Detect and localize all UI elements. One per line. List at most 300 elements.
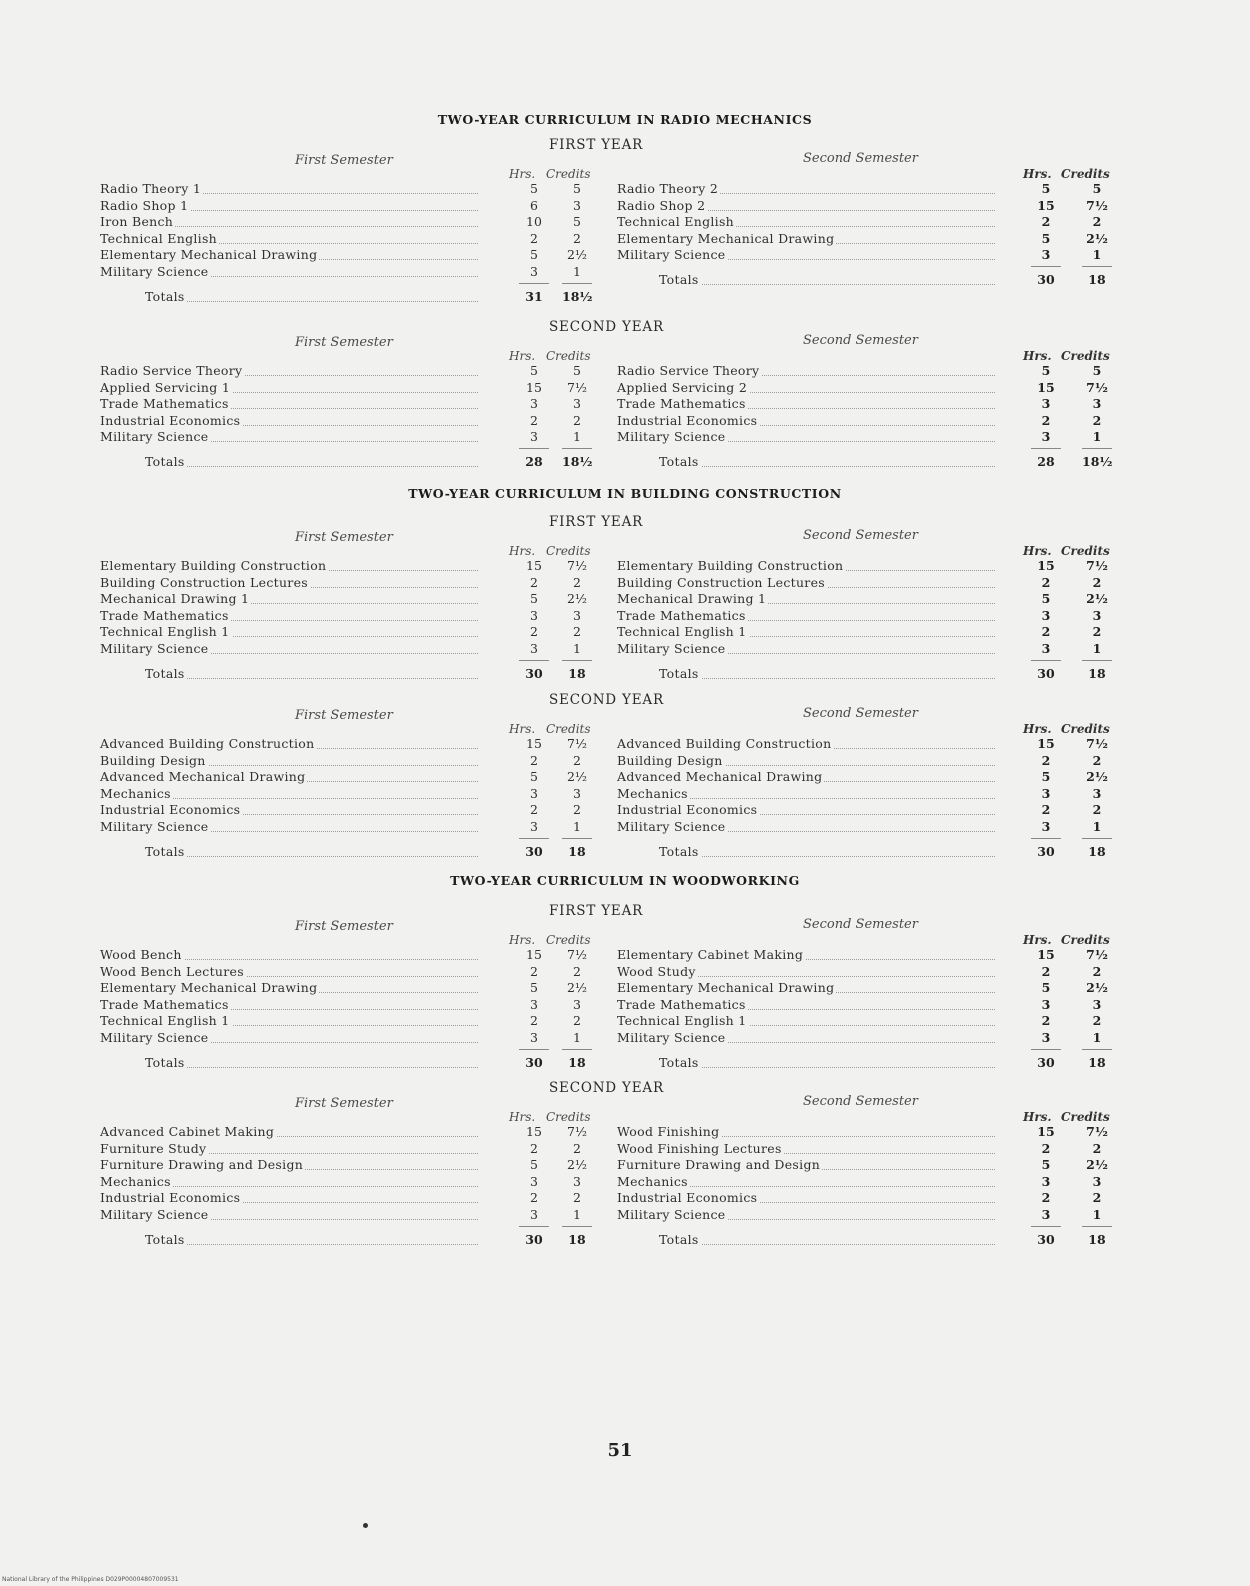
- dot-leader: [659, 678, 995, 679]
- course-hours: 2: [530, 1140, 538, 1156]
- course-name: Radio Theory 2: [617, 181, 719, 196]
- course-name: Elementary Building Construction: [100, 558, 327, 573]
- totals-hours: 30: [525, 843, 543, 859]
- course-name: Trade Mathematics: [617, 996, 746, 1012]
- course-name: Applied Servicing 2: [617, 379, 748, 395]
- course-hours: 10: [526, 214, 542, 230]
- course-hours: 3: [1041, 1207, 1051, 1222]
- course-name: Technical English 1: [617, 1013, 747, 1029]
- course-name: Mechanical Drawing 1: [100, 591, 250, 607]
- totals-rule: [1082, 1049, 1112, 1050]
- course-hours: 3: [1041, 1030, 1051, 1045]
- curriculum-title: TWO-YEAR CURRICULUM IN RADIO MECHANICS: [437, 112, 813, 127]
- totals-credits: 18: [1088, 1054, 1106, 1070]
- totals-row: [145, 844, 592, 861]
- course-hours: 3: [530, 996, 538, 1012]
- course-hours: 2: [530, 1190, 538, 1206]
- totals-hours: 30: [1037, 665, 1055, 681]
- course-name: Wood Bench Lectures: [100, 963, 244, 979]
- course-row: [617, 1174, 1112, 1191]
- course-hours: 5: [1041, 769, 1051, 785]
- totals-hours: 30: [525, 665, 543, 681]
- course-hours: 15: [1037, 947, 1055, 962]
- course-name: Military Science: [100, 641, 209, 656]
- course-hours: 15: [526, 1124, 542, 1139]
- course-credits: 7½: [1086, 379, 1108, 395]
- course-hours: 3: [530, 607, 538, 623]
- course-name: Military Science: [617, 429, 726, 445]
- totals-credits: 18: [1088, 272, 1106, 287]
- course-name: Industrial Economics: [617, 802, 758, 818]
- course-name: Mechanical Drawing 1: [617, 591, 767, 607]
- course-credits: 2: [1092, 214, 1102, 230]
- totals-rule: [519, 283, 549, 284]
- totals-row: [659, 272, 1112, 289]
- course-name: Trade Mathematics: [100, 396, 229, 412]
- totals-credits: 18: [568, 1054, 586, 1070]
- course-credits: 3: [573, 785, 581, 801]
- course-name: Furniture Drawing and Design: [100, 1157, 304, 1173]
- column-header-hrs: Hrs.: [509, 722, 536, 736]
- footer-note: National Library of the Philippines D029P00004807009531: [2, 1576, 179, 1583]
- course-hours: 5: [530, 769, 538, 785]
- course-credits: 2: [1092, 1190, 1102, 1206]
- course-hours: 2: [530, 624, 538, 640]
- course-credits: 2½: [566, 769, 588, 785]
- course-credits: 7½: [1086, 947, 1108, 962]
- course-credits: 7½: [1086, 736, 1108, 751]
- course-credits: 1: [573, 429, 581, 445]
- course-row: [617, 1013, 1112, 1030]
- course-name: Military Science: [100, 1207, 209, 1222]
- totals-rule: [562, 1226, 592, 1227]
- totals-label: Totals: [659, 1231, 699, 1247]
- totals-credits: 18½: [562, 288, 593, 304]
- course-credits: 1: [573, 1030, 581, 1045]
- course-credits: 5: [573, 181, 581, 196]
- course-name: Advanced Building Construction: [617, 736, 832, 751]
- course-hours: 2: [530, 230, 538, 246]
- second-semester-heading: Second Semester: [803, 528, 918, 543]
- course-row: [100, 964, 592, 981]
- course-row: [100, 264, 592, 281]
- course-hours: 5: [1041, 230, 1051, 246]
- totals-hours: 30: [1037, 843, 1055, 859]
- course-hours: 15: [1037, 379, 1055, 395]
- course-row: [617, 429, 1112, 446]
- course-hours: 3: [1041, 1173, 1051, 1189]
- course-hours: 5: [530, 181, 538, 196]
- totals-row: [659, 1055, 1112, 1072]
- course-name: Furniture Study: [100, 1140, 207, 1156]
- second-semester-heading: Second Semester: [803, 333, 918, 348]
- course-credits: 2½: [566, 591, 588, 607]
- course-hours: 5: [530, 363, 538, 378]
- second-semester-heading: Second Semester: [803, 151, 918, 166]
- course-row: [100, 1174, 592, 1191]
- course-credits: 7½: [1086, 558, 1108, 573]
- totals-row: [145, 666, 592, 683]
- course-row: [617, 1141, 1112, 1158]
- year-title: SECOND YEAR: [549, 692, 664, 708]
- curriculum-title: TWO-YEAR CURRICULUM IN WOODWORKING: [450, 873, 800, 888]
- course-row: [100, 736, 592, 753]
- totals-hours: 28: [1037, 454, 1055, 469]
- course-credits: 5: [1092, 181, 1102, 196]
- totals-hours: 30: [525, 1054, 543, 1070]
- course-hours: 3: [530, 1173, 538, 1189]
- course-hours: 2: [1041, 1140, 1051, 1156]
- course-hours: 15: [1037, 558, 1055, 573]
- totals-hours: 30: [1037, 1054, 1055, 1070]
- totals-rule: [519, 660, 549, 661]
- course-row: [617, 1157, 1112, 1174]
- course-hours: 2: [530, 752, 538, 768]
- course-hours: 2: [1041, 412, 1051, 428]
- dot-leader: [659, 284, 995, 285]
- course-row: [100, 558, 592, 575]
- course-row: [617, 608, 1112, 625]
- first-semester-heading: First Semester: [295, 530, 393, 545]
- course-row: [617, 413, 1112, 430]
- course-credits: 7½: [566, 1124, 588, 1139]
- course-row: [617, 802, 1112, 819]
- column-header-hrs: Hrs.: [509, 544, 536, 558]
- course-hours: 3: [530, 785, 538, 801]
- course-row: [617, 624, 1112, 641]
- column-header-credits: Credits: [546, 544, 591, 558]
- course-credits: 2: [573, 412, 581, 428]
- course-name: Industrial Economics: [100, 412, 241, 428]
- totals-rule: [1031, 448, 1061, 449]
- course-hours: 15: [526, 379, 542, 395]
- totals-rule: [1082, 660, 1112, 661]
- course-hours: 2: [1041, 1013, 1051, 1029]
- course-name: Furniture Drawing and Design: [617, 1157, 821, 1173]
- course-credits: 7½: [1086, 1124, 1108, 1139]
- column-header-credits: Credits: [1061, 1110, 1110, 1124]
- course-row: [617, 247, 1112, 264]
- course-row: [100, 247, 592, 264]
- course-name: Elementary Building Construction: [617, 558, 844, 573]
- totals-rule: [562, 283, 592, 284]
- curriculum-title: TWO-YEAR CURRICULUM IN BUILDING CONSTRUCTION: [408, 486, 842, 501]
- course-name: Technical English 1: [100, 624, 230, 640]
- course-credits: 2½: [566, 247, 588, 263]
- course-credits: 7½: [566, 379, 588, 395]
- totals-rule: [562, 660, 592, 661]
- course-row: [100, 396, 592, 413]
- dot-leader: [145, 1067, 478, 1068]
- course-credits: 2: [1092, 574, 1102, 590]
- course-credits: 1: [573, 819, 581, 834]
- totals-label: Totals: [659, 1054, 699, 1070]
- course-hours: 5: [530, 980, 538, 996]
- course-name: Military Science: [617, 1030, 726, 1045]
- course-hours: 2: [530, 574, 538, 590]
- course-name: Trade Mathematics: [100, 996, 229, 1012]
- course-row: [617, 980, 1112, 997]
- column-header-hrs: Hrs.: [1023, 933, 1052, 947]
- course-hours: 3: [530, 264, 538, 279]
- course-name: Advanced Building Construction: [100, 736, 315, 751]
- course-credits: 3: [1092, 785, 1102, 801]
- course-row: [617, 947, 1112, 964]
- year-title: SECOND YEAR: [549, 1080, 664, 1096]
- course-hours: 3: [1041, 396, 1051, 412]
- totals-label: Totals: [659, 843, 699, 859]
- totals-credits: 18: [568, 665, 586, 681]
- course-name: Elementary Mechanical Drawing: [100, 247, 318, 263]
- course-credits: 5: [1092, 363, 1102, 378]
- column-header-hrs: Hrs.: [1023, 167, 1052, 181]
- course-hours: 15: [1037, 197, 1055, 213]
- totals-credits: 18: [1088, 665, 1106, 681]
- course-credits: 3: [1092, 607, 1102, 623]
- course-name: Military Science: [100, 264, 209, 279]
- course-credits: 3: [1092, 1173, 1102, 1189]
- course-credits: 1: [573, 641, 581, 656]
- dot-leader: [145, 466, 478, 467]
- course-credits: 2½: [1086, 230, 1108, 246]
- totals-credits: 18½: [562, 454, 593, 469]
- totals-rule: [1031, 1226, 1061, 1227]
- course-row: [617, 736, 1112, 753]
- column-header-credits: Credits: [546, 1110, 591, 1124]
- course-hours: 15: [1037, 736, 1055, 751]
- totals-rule: [1082, 1226, 1112, 1227]
- year-title: FIRST YEAR: [549, 903, 644, 919]
- course-credits: 2: [573, 1013, 581, 1029]
- totals-rule: [1031, 1049, 1061, 1050]
- course-row: [100, 198, 592, 215]
- course-row: [100, 786, 592, 803]
- course-credits: 2: [1092, 963, 1102, 979]
- totals-rule: [1082, 266, 1112, 267]
- course-name: Radio Service Theory: [100, 363, 243, 378]
- totals-row: [145, 454, 592, 471]
- second-semester-heading: Second Semester: [803, 706, 918, 721]
- course-row: [100, 753, 592, 770]
- course-row: [617, 964, 1112, 981]
- totals-rule: [519, 1049, 549, 1050]
- course-credits: 5: [573, 363, 581, 378]
- totals-credits: 18: [568, 1231, 586, 1247]
- course-name: Military Science: [617, 641, 726, 656]
- course-hours: 2: [530, 1013, 538, 1029]
- course-hours: 5: [1041, 181, 1051, 196]
- totals-row: [145, 289, 592, 306]
- course-credits: 2: [573, 963, 581, 979]
- course-name: Military Science: [100, 1030, 209, 1045]
- course-hours: 2: [1041, 214, 1051, 230]
- course-name: Radio Shop 1: [100, 197, 189, 213]
- dot-leader: [659, 856, 995, 857]
- course-credits: 1: [1092, 819, 1102, 834]
- course-credits: 7½: [1086, 197, 1108, 213]
- course-hours: 5: [530, 591, 538, 607]
- totals-row: [659, 1232, 1112, 1249]
- totals-rule: [519, 838, 549, 839]
- course-name: Building Construction Lectures: [617, 574, 825, 590]
- course-hours: 3: [1041, 785, 1051, 801]
- course-hours: 6: [530, 197, 538, 213]
- course-row: [617, 819, 1112, 836]
- totals-label: Totals: [659, 272, 699, 287]
- course-row: [617, 363, 1112, 380]
- course-credits: 2: [1092, 752, 1102, 768]
- course-name: Building Design: [100, 752, 206, 768]
- column-header-hrs: Hrs.: [1023, 1110, 1052, 1124]
- totals-label: Totals: [145, 454, 185, 469]
- first-semester-heading: First Semester: [295, 153, 393, 168]
- course-hours: 5: [1041, 591, 1051, 607]
- course-credits: 2: [573, 802, 581, 818]
- column-header-hrs: Hrs.: [1023, 544, 1052, 558]
- totals-rule: [562, 448, 592, 449]
- totals-label: Totals: [145, 1231, 185, 1247]
- totals-row: [659, 454, 1112, 471]
- totals-hours: 28: [525, 454, 543, 469]
- second-semester-heading: Second Semester: [803, 1094, 918, 1109]
- course-row: [617, 198, 1112, 215]
- course-hours: 3: [1041, 819, 1051, 834]
- course-row: [100, 363, 592, 380]
- course-hours: 15: [1037, 1124, 1055, 1139]
- second-semester-heading: Second Semester: [803, 917, 918, 932]
- column-header-credits: Credits: [546, 722, 591, 736]
- course-hours: 5: [530, 247, 538, 263]
- course-hours: 3: [530, 396, 538, 412]
- course-hours: 3: [1041, 607, 1051, 623]
- course-row: [617, 997, 1112, 1014]
- course-credits: 1: [1092, 1207, 1102, 1222]
- course-credits: 1: [1092, 247, 1102, 263]
- course-row: [617, 575, 1112, 592]
- course-credits: 1: [1092, 641, 1102, 656]
- course-name: Advanced Mechanical Drawing: [617, 769, 823, 785]
- course-name: Industrial Economics: [617, 1190, 758, 1206]
- course-name: Industrial Economics: [100, 802, 241, 818]
- course-credits: 2½: [566, 980, 588, 996]
- course-row: [100, 641, 592, 658]
- course-row: [100, 997, 592, 1014]
- course-credits: 2: [1092, 412, 1102, 428]
- course-name: Military Science: [617, 247, 726, 263]
- course-hours: 3: [530, 641, 538, 656]
- course-hours: 15: [526, 558, 542, 573]
- totals-rule: [1082, 838, 1112, 839]
- course-credits: 3: [573, 1173, 581, 1189]
- course-hours: 2: [530, 802, 538, 818]
- totals-rule: [1082, 448, 1112, 449]
- course-row: [100, 413, 592, 430]
- course-name: Military Science: [100, 819, 209, 834]
- dot-leader: [659, 466, 995, 467]
- course-row: [100, 575, 592, 592]
- course-row: [617, 1207, 1112, 1224]
- course-credits: 7½: [566, 736, 588, 751]
- totals-hours: 30: [1037, 272, 1055, 287]
- course-row: [617, 786, 1112, 803]
- totals-row: [659, 666, 1112, 683]
- course-hours: 3: [1041, 641, 1051, 656]
- totals-hours: 31: [525, 288, 543, 304]
- totals-credits: 18: [1088, 843, 1106, 859]
- column-header-hrs: Hrs.: [1023, 349, 1052, 363]
- totals-row: [145, 1055, 592, 1072]
- totals-row: [145, 1232, 592, 1249]
- course-name: Trade Mathematics: [100, 607, 229, 623]
- course-name: Mechanics: [617, 1173, 688, 1189]
- course-hours: 5: [1041, 363, 1051, 378]
- course-credits: 2: [573, 624, 581, 640]
- column-header-credits: Credits: [1061, 544, 1110, 558]
- dot-leader: [145, 301, 478, 302]
- course-credits: 3: [573, 197, 581, 213]
- course-name: Building Design: [617, 752, 723, 768]
- course-hours: 15: [526, 947, 542, 962]
- course-credits: 1: [1092, 1030, 1102, 1045]
- course-hours: 3: [1041, 247, 1051, 263]
- course-name: Iron Bench: [100, 214, 174, 230]
- course-row: [617, 753, 1112, 770]
- course-name: Technical English 1: [617, 624, 747, 640]
- course-credits: 2½: [1086, 1157, 1108, 1173]
- totals-label: Totals: [659, 454, 699, 469]
- column-header-hrs: Hrs.: [1023, 722, 1052, 736]
- year-title: FIRST YEAR: [549, 137, 644, 153]
- first-semester-heading: First Semester: [295, 919, 393, 934]
- course-name: Elementary Cabinet Making: [617, 947, 804, 962]
- course-hours: 3: [530, 1030, 538, 1045]
- course-credits: 3: [573, 396, 581, 412]
- course-name: Trade Mathematics: [617, 396, 746, 412]
- column-header-credits: Credits: [546, 349, 591, 363]
- column-header-credits: Credits: [546, 933, 591, 947]
- course-name: Industrial Economics: [100, 1190, 241, 1206]
- totals-label: Totals: [145, 843, 185, 859]
- course-credits: 2½: [1086, 980, 1108, 996]
- year-title: FIRST YEAR: [549, 514, 644, 530]
- column-header-credits: Credits: [1061, 349, 1110, 363]
- course-row: [100, 1013, 592, 1030]
- course-name: Advanced Cabinet Making: [100, 1124, 275, 1139]
- column-header-credits: Credits: [1061, 933, 1110, 947]
- course-row: [100, 214, 592, 231]
- course-name: Radio Shop 2: [617, 197, 706, 213]
- course-row: [100, 819, 592, 836]
- course-row: [100, 980, 592, 997]
- course-hours: 2: [1041, 802, 1051, 818]
- course-name: Radio Service Theory: [617, 363, 760, 378]
- course-name: Military Science: [617, 1207, 726, 1222]
- course-name: Radio Theory 1: [100, 181, 202, 196]
- course-hours: 3: [530, 819, 538, 834]
- dot-leader: [145, 856, 478, 857]
- course-row: [100, 429, 592, 446]
- totals-rule: [562, 1049, 592, 1050]
- course-hours: 3: [530, 1207, 538, 1222]
- course-credits: 2½: [1086, 591, 1108, 607]
- course-credits: 2½: [566, 1157, 588, 1173]
- course-name: Technical English: [617, 214, 735, 230]
- course-row: [617, 231, 1112, 248]
- course-row: [617, 181, 1112, 198]
- course-credits: 1: [573, 1207, 581, 1222]
- course-row: [617, 591, 1112, 608]
- course-credits: 1: [573, 264, 581, 279]
